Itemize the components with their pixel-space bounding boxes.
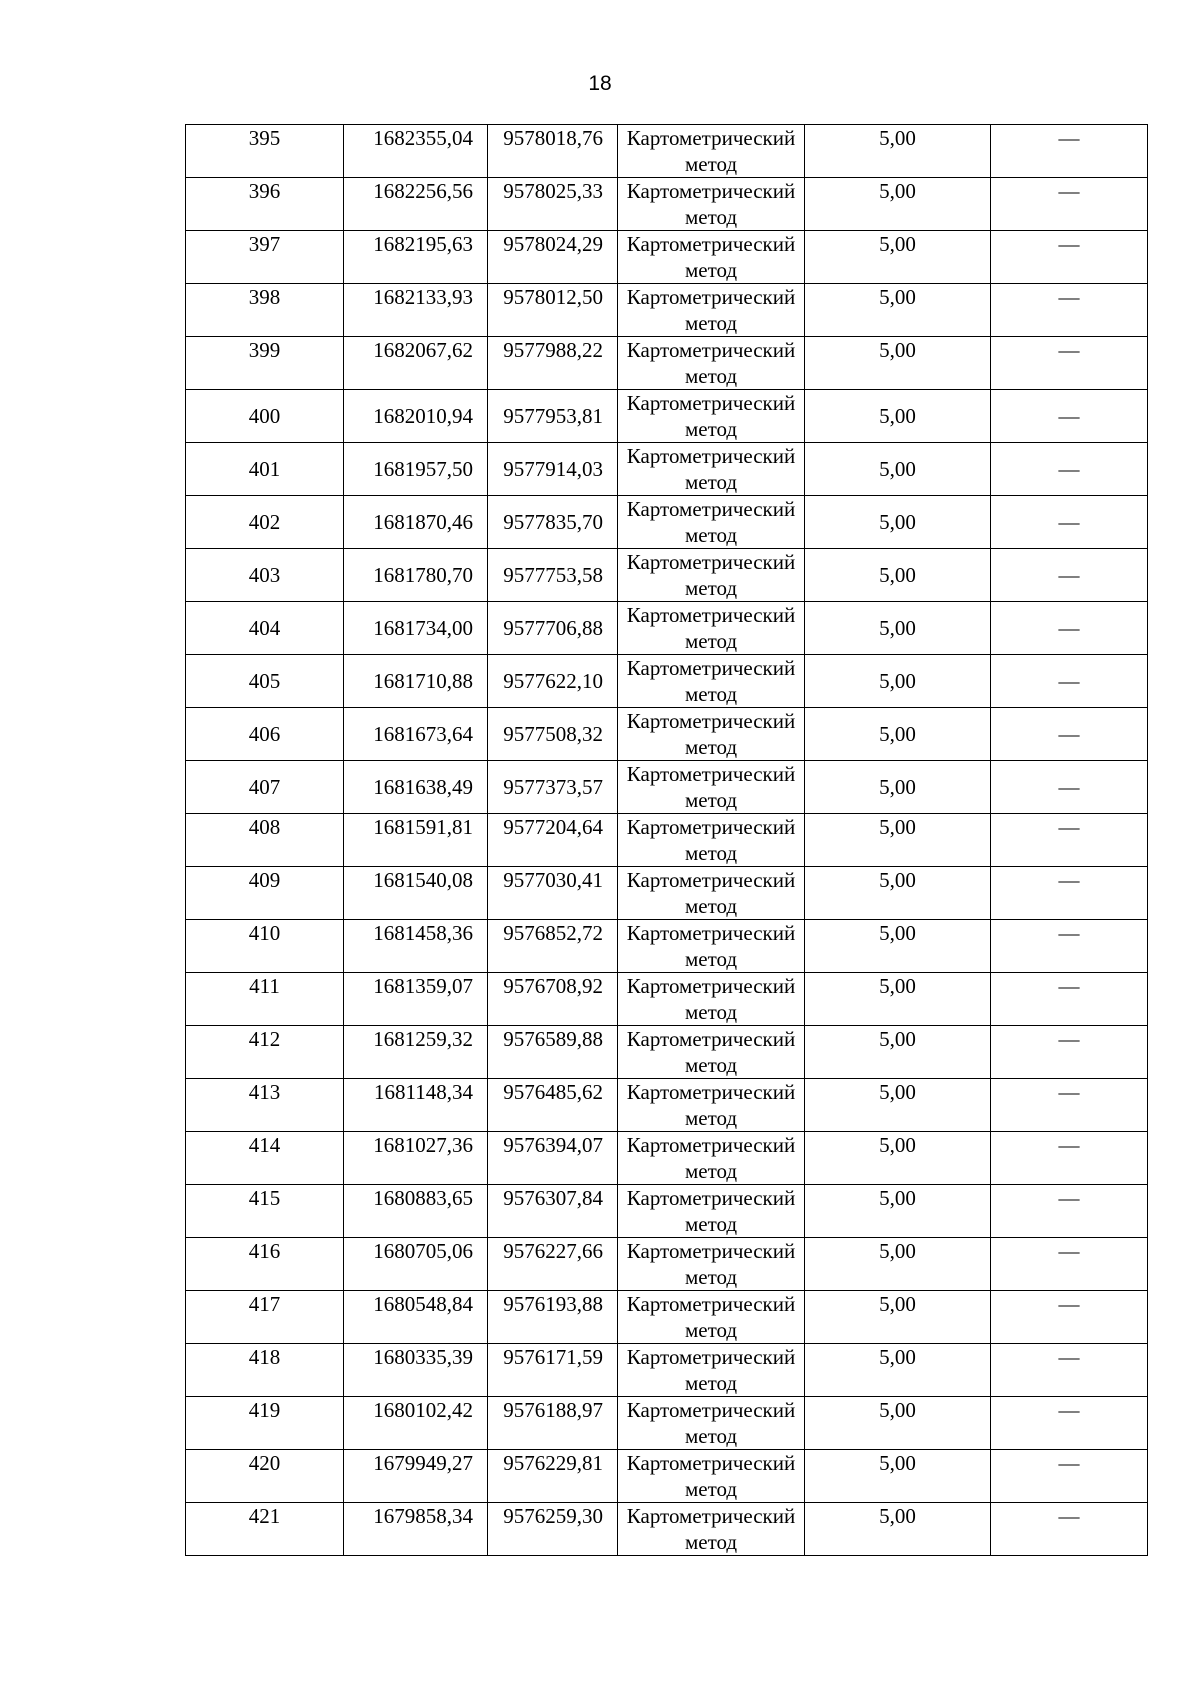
x-coordinate-cell: 1680548,84	[344, 1291, 488, 1344]
method-cell: Картометрический метод	[618, 814, 805, 867]
note-cell: —	[991, 1397, 1148, 1450]
x-coordinate-cell: 1681540,08	[344, 867, 488, 920]
table-row	[186, 973, 1148, 1026]
y-coordinate-cell: 9578018,76	[488, 125, 618, 178]
method-cell: Картометрический метод	[618, 1079, 805, 1132]
x-coordinate-cell: 1681591,81	[344, 814, 488, 867]
accuracy-cell: 5,00	[805, 496, 991, 549]
point-number-cell: 402	[186, 496, 344, 549]
x-coordinate-cell: 1681148,34	[344, 1079, 488, 1132]
x-coordinate-cell: 1681734,00	[344, 602, 488, 655]
accuracy-cell: 5,00	[805, 708, 991, 761]
accuracy-cell: 5,00	[805, 602, 991, 655]
x-coordinate-cell: 1680883,65	[344, 1185, 488, 1238]
accuracy-cell: 5,00	[805, 814, 991, 867]
accuracy-cell: 5,00	[805, 1397, 991, 1450]
point-number-cell: 415	[186, 1185, 344, 1238]
point-number-cell: 410	[186, 920, 344, 973]
point-number-cell: 407	[186, 761, 344, 814]
table-row	[186, 337, 1148, 390]
point-number-cell: 396	[186, 178, 344, 231]
y-coordinate-cell: 9576227,66	[488, 1238, 618, 1291]
accuracy-cell: 5,00	[805, 1503, 991, 1556]
method-cell: Картометрический метод	[618, 1291, 805, 1344]
table-row	[186, 1291, 1148, 1344]
accuracy-cell: 5,00	[805, 1238, 991, 1291]
method-cell: Картометрический метод	[618, 443, 805, 496]
table-row	[186, 1450, 1148, 1503]
accuracy-cell: 5,00	[805, 549, 991, 602]
y-coordinate-cell: 9577508,32	[488, 708, 618, 761]
x-coordinate-cell: 1681359,07	[344, 973, 488, 1026]
note-cell: —	[991, 1238, 1148, 1291]
table-row	[186, 1079, 1148, 1132]
note-cell: —	[991, 761, 1148, 814]
method-cell: Картометрический метод	[618, 1132, 805, 1185]
y-coordinate-cell: 9576171,59	[488, 1344, 618, 1397]
y-coordinate-cell: 9576193,88	[488, 1291, 618, 1344]
point-number-cell: 421	[186, 1503, 344, 1556]
table-row	[186, 1344, 1148, 1397]
y-coordinate-cell: 9577204,64	[488, 814, 618, 867]
point-number-cell: 400	[186, 390, 344, 443]
method-cell: Картометрический метод	[618, 708, 805, 761]
table-row	[186, 1185, 1148, 1238]
note-cell: —	[991, 496, 1148, 549]
method-cell: Картометрический метод	[618, 867, 805, 920]
method-cell: Картометрический метод	[618, 1026, 805, 1079]
note-cell: —	[991, 602, 1148, 655]
x-coordinate-cell: 1680705,06	[344, 1238, 488, 1291]
accuracy-cell: 5,00	[805, 1344, 991, 1397]
note-cell: —	[991, 1185, 1148, 1238]
note-cell: —	[991, 867, 1148, 920]
x-coordinate-cell: 1679858,34	[344, 1503, 488, 1556]
point-number-cell: 409	[186, 867, 344, 920]
y-coordinate-cell: 9576589,88	[488, 1026, 618, 1079]
y-coordinate-cell: 9577835,70	[488, 496, 618, 549]
method-cell: Картометрический метод	[618, 761, 805, 814]
y-coordinate-cell: 9576259,30	[488, 1503, 618, 1556]
point-number-cell: 411	[186, 973, 344, 1026]
coordinates-table	[185, 124, 1148, 1556]
accuracy-cell: 5,00	[805, 761, 991, 814]
y-coordinate-cell: 9578024,29	[488, 231, 618, 284]
point-number-cell: 398	[186, 284, 344, 337]
method-cell: Картометрический метод	[618, 655, 805, 708]
point-number-cell: 397	[186, 231, 344, 284]
table-row	[186, 1503, 1148, 1556]
table-row	[186, 443, 1148, 496]
point-number-cell: 419	[186, 1397, 344, 1450]
accuracy-cell: 5,00	[805, 337, 991, 390]
page-number: 18	[588, 72, 612, 95]
accuracy-cell: 5,00	[805, 1291, 991, 1344]
y-coordinate-cell: 9577373,57	[488, 761, 618, 814]
accuracy-cell: 5,00	[805, 1185, 991, 1238]
x-coordinate-cell: 1682195,63	[344, 231, 488, 284]
table-row	[186, 1132, 1148, 1185]
y-coordinate-cell: 9576708,92	[488, 973, 618, 1026]
x-coordinate-cell: 1680335,39	[344, 1344, 488, 1397]
accuracy-cell: 5,00	[805, 178, 991, 231]
y-coordinate-cell: 9576229,81	[488, 1450, 618, 1503]
point-number-cell: 395	[186, 125, 344, 178]
method-cell: Картометрический метод	[618, 1344, 805, 1397]
note-cell: —	[991, 973, 1148, 1026]
x-coordinate-cell: 1682256,56	[344, 178, 488, 231]
method-cell: Картометрический метод	[618, 1450, 805, 1503]
y-coordinate-cell: 9576485,62	[488, 1079, 618, 1132]
point-number-cell: 401	[186, 443, 344, 496]
x-coordinate-cell: 1681957,50	[344, 443, 488, 496]
note-cell: —	[991, 231, 1148, 284]
method-cell: Картометрический метод	[618, 602, 805, 655]
method-cell: Картометрический метод	[618, 284, 805, 337]
accuracy-cell: 5,00	[805, 443, 991, 496]
accuracy-cell: 5,00	[805, 867, 991, 920]
method-cell: Картометрический метод	[618, 178, 805, 231]
y-coordinate-cell: 9577706,88	[488, 602, 618, 655]
coordinates-table-body	[186, 125, 1148, 1556]
x-coordinate-cell: 1682067,62	[344, 337, 488, 390]
note-cell: —	[991, 1291, 1148, 1344]
point-number-cell: 403	[186, 549, 344, 602]
note-cell: —	[991, 178, 1148, 231]
accuracy-cell: 5,00	[805, 1132, 991, 1185]
accuracy-cell: 5,00	[805, 920, 991, 973]
y-coordinate-cell: 9578012,50	[488, 284, 618, 337]
table-row	[186, 1026, 1148, 1079]
accuracy-cell: 5,00	[805, 284, 991, 337]
accuracy-cell: 5,00	[805, 655, 991, 708]
method-cell: Картометрический метод	[618, 1397, 805, 1450]
y-coordinate-cell: 9577988,22	[488, 337, 618, 390]
point-number-cell: 412	[186, 1026, 344, 1079]
accuracy-cell: 5,00	[805, 1450, 991, 1503]
point-number-cell: 408	[186, 814, 344, 867]
method-cell: Картометрический метод	[618, 231, 805, 284]
note-cell: —	[991, 284, 1148, 337]
table-row	[186, 125, 1148, 178]
point-number-cell: 404	[186, 602, 344, 655]
table-row	[186, 1238, 1148, 1291]
point-number-cell: 414	[186, 1132, 344, 1185]
method-cell: Картометрический метод	[618, 337, 805, 390]
method-cell: Картометрический метод	[618, 496, 805, 549]
accuracy-cell: 5,00	[805, 973, 991, 1026]
x-coordinate-cell: 1682133,93	[344, 284, 488, 337]
note-cell: —	[991, 125, 1148, 178]
table-row	[186, 761, 1148, 814]
y-coordinate-cell: 9577753,58	[488, 549, 618, 602]
point-number-cell: 418	[186, 1344, 344, 1397]
table-row	[186, 1397, 1148, 1450]
point-number-cell: 413	[186, 1079, 344, 1132]
table-row	[186, 390, 1148, 443]
point-number-cell: 399	[186, 337, 344, 390]
point-number-cell: 405	[186, 655, 344, 708]
note-cell: —	[991, 1132, 1148, 1185]
table-row	[186, 231, 1148, 284]
point-number-cell: 416	[186, 1238, 344, 1291]
point-number-cell: 420	[186, 1450, 344, 1503]
table-row	[186, 178, 1148, 231]
method-cell: Картометрический метод	[618, 1185, 805, 1238]
note-cell: —	[991, 814, 1148, 867]
note-cell: —	[991, 708, 1148, 761]
note-cell: —	[991, 920, 1148, 973]
accuracy-cell: 5,00	[805, 231, 991, 284]
y-coordinate-cell: 9577953,81	[488, 390, 618, 443]
y-coordinate-cell: 9577030,41	[488, 867, 618, 920]
x-coordinate-cell: 1680102,42	[344, 1397, 488, 1450]
x-coordinate-cell: 1681870,46	[344, 496, 488, 549]
note-cell: —	[991, 337, 1148, 390]
method-cell: Картометрический метод	[618, 125, 805, 178]
note-cell: —	[991, 1026, 1148, 1079]
x-coordinate-cell: 1681780,70	[344, 549, 488, 602]
x-coordinate-cell: 1681259,32	[344, 1026, 488, 1079]
x-coordinate-cell: 1681638,49	[344, 761, 488, 814]
table-row	[186, 920, 1148, 973]
note-cell: —	[991, 1344, 1148, 1397]
note-cell: —	[991, 1503, 1148, 1556]
x-coordinate-cell: 1681673,64	[344, 708, 488, 761]
y-coordinate-cell: 9577914,03	[488, 443, 618, 496]
y-coordinate-cell: 9576188,97	[488, 1397, 618, 1450]
table-row	[186, 549, 1148, 602]
accuracy-cell: 5,00	[805, 1079, 991, 1132]
y-coordinate-cell: 9576307,84	[488, 1185, 618, 1238]
y-coordinate-cell: 9576852,72	[488, 920, 618, 973]
y-coordinate-cell: 9577622,10	[488, 655, 618, 708]
note-cell: —	[991, 549, 1148, 602]
method-cell: Картометрический метод	[618, 549, 805, 602]
method-cell: Картометрический метод	[618, 973, 805, 1026]
table-row	[186, 602, 1148, 655]
y-coordinate-cell: 9576394,07	[488, 1132, 618, 1185]
table-row	[186, 284, 1148, 337]
accuracy-cell: 5,00	[805, 390, 991, 443]
x-coordinate-cell: 1681458,36	[344, 920, 488, 973]
table-row	[186, 867, 1148, 920]
x-coordinate-cell: 1679949,27	[344, 1450, 488, 1503]
note-cell: —	[991, 655, 1148, 708]
note-cell: —	[991, 443, 1148, 496]
table-row	[186, 814, 1148, 867]
table-row	[186, 708, 1148, 761]
accuracy-cell: 5,00	[805, 1026, 991, 1079]
method-cell: Картометрический метод	[618, 1503, 805, 1556]
x-coordinate-cell: 1682355,04	[344, 125, 488, 178]
point-number-cell: 417	[186, 1291, 344, 1344]
note-cell: —	[991, 1450, 1148, 1503]
method-cell: Картометрический метод	[618, 1238, 805, 1291]
point-number-cell: 406	[186, 708, 344, 761]
x-coordinate-cell: 1681027,36	[344, 1132, 488, 1185]
table-row	[186, 655, 1148, 708]
accuracy-cell: 5,00	[805, 125, 991, 178]
x-coordinate-cell: 1682010,94	[344, 390, 488, 443]
note-cell: —	[991, 1079, 1148, 1132]
note-cell: —	[991, 390, 1148, 443]
y-coordinate-cell: 9578025,33	[488, 178, 618, 231]
table-row	[186, 496, 1148, 549]
x-coordinate-cell: 1681710,88	[344, 655, 488, 708]
method-cell: Картометрический метод	[618, 920, 805, 973]
method-cell: Картометрический метод	[618, 390, 805, 443]
